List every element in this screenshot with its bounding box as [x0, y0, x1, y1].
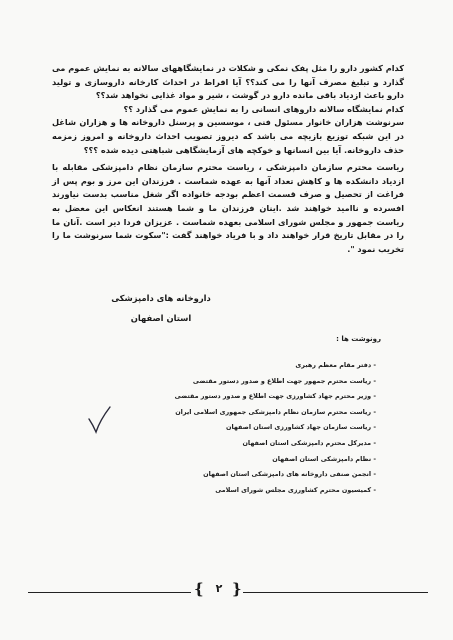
letter-body [52, 62, 404, 256]
cc-title: رونوشت ها : [336, 335, 381, 343]
signature-line-1: داروخانه های دامپزشکی [111, 293, 211, 303]
cc-item: - نظام دامپزشکی استان اصفهان [76, 452, 376, 468]
paragraph-3: سرنوشت هزاران خانوار مسئول فنی ، موسسین و پرسنل داروخانه ها و هزاران شاغل در این شبکه توزیع بازیچه می باشد که دیروز تصویب احداث داروخانه و امروز زمزمه حذف داروخانه. آیا بین انسانها و خوکچه های آزمایشگاهی شباهتی دیده شده ؟؟؟ [52, 117, 404, 155]
paragraph-4: ریاست محترم سازمان دامپزشکی ، ریاست محترم سازمان نظام دامپزشکی مقابله با ازدیاد دانشکده ها و کاهش تعداد آنها به عهده شماست . فرزندان این مرز و بوم پس از فراغت از تحصیل و صرف قسمت اعظم بودجه خانواده اگر شغل مناسب بدست نیاورند افسرده و ناامید خواهند شد .اینان فرزندان ما و شما هستند انعکاس این معضل به ریاست جمهور و مجلس شورای اسلامی بعهده شماست . عزیزان فردا دیر است .آنان ما را در مقابل تاریخ قرار خواهند داد و با فریاد خواهند گفت :"سکوت شما سرنوشت ما را تخریب نمود ". [52, 162, 404, 254]
paragraph-1: کدام کشور دارو را مثل پفک نمکی و شکلات در نمایشگاههای سالانه به نمایش عموم می گذارد و تبلیغ مصرف آنها را می کند؟؟ آیا افراط در احداث کارخانه داروسازی و تولید دارو باعث ازدیاد باقی مانده دارو در گوشت ، شیر و مواد غذایی نخواهد شد؟؟ [52, 63, 404, 101]
cc-item: - ریاست محترم سازمان نظام دامپزشکی جمهوری اسلامی ایران [76, 405, 376, 421]
cc-item: - مدیرکل محترم دامپزشکی استان اصفهان [76, 436, 376, 452]
right-brace-icon: } [232, 580, 242, 598]
cc-item: - کمیسیون محترم کشاورزی مجلس شورای اسلامی [76, 483, 376, 499]
cc-item: - انجمن صنفی داروخانه های دامپزشکی استان اصفهان [76, 467, 376, 483]
cc-item: - وزیر محترم جهاد کشاورزی جهت اطلاع و صدور دستور مقتضی [76, 389, 376, 405]
signature-block [91, 288, 231, 328]
footer-rule-right [243, 592, 428, 593]
cc-item: - ریاست سازمان جهاد کشاورزی استان اصفهان [76, 420, 376, 436]
page-footer [28, 580, 428, 599]
signature-line-2: استان اصفهان [130, 313, 192, 323]
page-number: ۲ [215, 582, 223, 595]
footer-rule-left [28, 592, 191, 593]
cc-item: - ریاست محترم جمهور جهت اطلاع و صدور دستور مقتضی [76, 374, 376, 390]
handwritten-checkmark-icon [86, 405, 112, 435]
paragraph-2: کدام نمایشگاه سالانه داروهای انسانی را به نمایش عموم می گذارد ؟؟ [123, 103, 404, 114]
left-brace-icon: { [194, 580, 204, 598]
cc-list [76, 358, 376, 498]
cc-item: - دفتر مقام معظم رهبری [76, 358, 376, 374]
